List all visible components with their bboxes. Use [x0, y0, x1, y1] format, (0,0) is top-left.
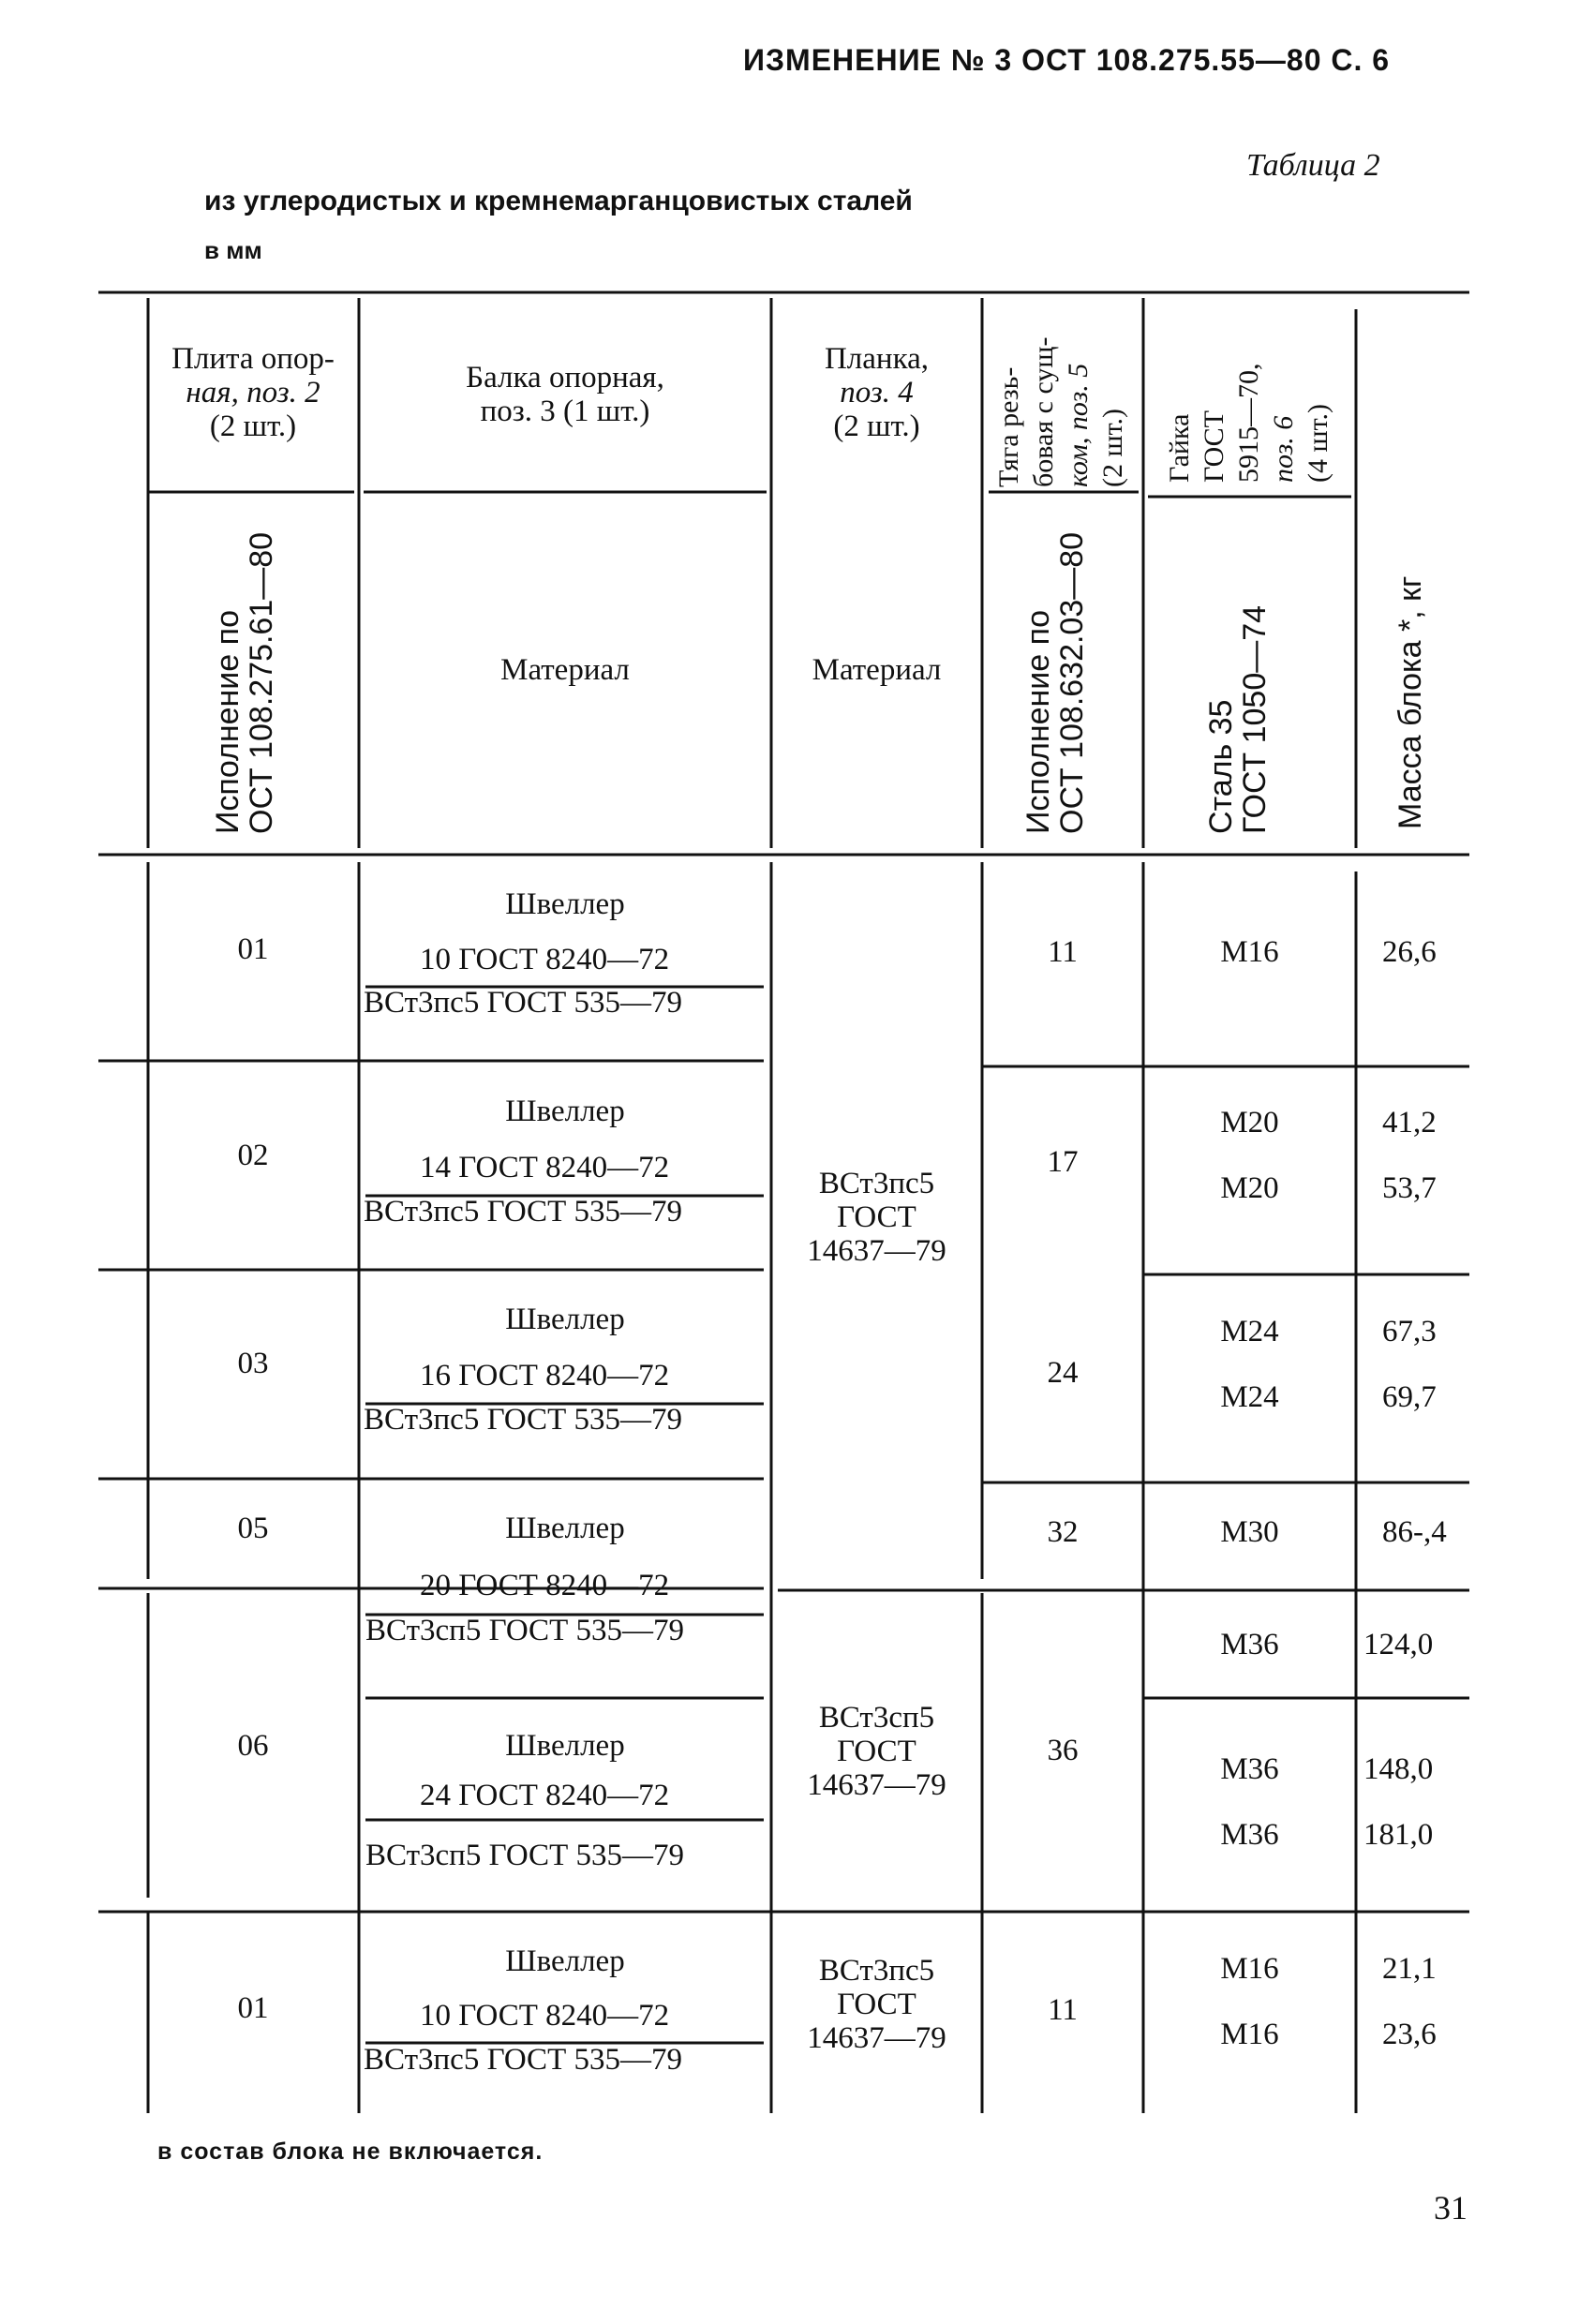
- beam-name: Швеллер: [505, 1512, 625, 1545]
- strip-cell: [773, 1701, 980, 1802]
- footnote: в состав блока не включается.: [157, 2138, 544, 2165]
- col-header-rod-line: Тяга резь-: [993, 366, 1024, 487]
- col-header-strip-line: поз. 4: [840, 376, 914, 410]
- strip-line: 14637—79: [807, 1234, 946, 1268]
- col-header-beam: [361, 361, 769, 428]
- nut-cell: М36: [1220, 1818, 1279, 1852]
- beam-top: 10 ГОСТ 8240—72: [420, 943, 670, 976]
- nut-cell: М20: [1220, 1106, 1279, 1140]
- col-header-rod-line: бовая с сущ-: [1028, 336, 1059, 487]
- col-header-nut-line: (4 шт.): [1303, 404, 1333, 483]
- beam-top: 20 ГОСТ 8240—72: [420, 1569, 670, 1602]
- strip-cell: [773, 1954, 980, 2055]
- col-header-strip: [773, 342, 980, 443]
- strip-line: 14637—79: [807, 2021, 946, 2055]
- beam-top: 14 ГОСТ 8240—72: [420, 1151, 670, 1184]
- subheader-plate: [211, 532, 278, 834]
- subheader-mass: Масса блока *, кг: [1393, 575, 1428, 829]
- mass-cell: 148,0: [1363, 1752, 1434, 1786]
- beam-name: Швеллер: [505, 1303, 625, 1336]
- rod-cell: 17: [1047, 1145, 1079, 1179]
- subheader-beam: Материал: [500, 653, 630, 687]
- page-number: 31: [1434, 2189, 1467, 2227]
- beam-bottom: ВСт3сп5 ГОСТ 535—79: [365, 1839, 684, 1872]
- nut-cell: М16: [1220, 935, 1279, 969]
- plate-cell: 01: [237, 932, 269, 966]
- mass-cell: 53,7: [1382, 1171, 1437, 1205]
- mass-cell: 181,0: [1363, 1818, 1434, 1852]
- beam-name: Швеллер: [505, 1095, 625, 1128]
- nut-cell: М30: [1220, 1515, 1279, 1549]
- col-header-nut-line: ГОСТ: [1199, 410, 1229, 483]
- col-header-nut-line: Гайка: [1164, 413, 1195, 483]
- subheader-plate-line: ОСТ 108.275.61—80: [244, 531, 279, 834]
- strip-line: ГОСТ: [837, 1200, 916, 1234]
- col-header-rod-line: ком, поз. 5: [1063, 363, 1094, 487]
- col-header-plate: [150, 342, 356, 443]
- plate-cell: 01: [237, 1991, 269, 2025]
- beam-top: 10 ГОСТ 8240—72: [420, 1999, 670, 2033]
- nut-cell: М16: [1220, 2018, 1279, 2051]
- col-header-beam-line: Балка опорная,: [466, 361, 664, 395]
- rod-cell: 32: [1047, 1515, 1079, 1549]
- mass-cell: 124,0: [1363, 1628, 1434, 1661]
- beam-bottom: ВСт3пс5 ГОСТ 535—79: [364, 1195, 682, 1229]
- beam-bottom: ВСт3пс5 ГОСТ 535—79: [364, 2043, 682, 2077]
- beam-bottom: ВСт3сп5 ГОСТ 535—79: [365, 1614, 684, 1647]
- mass-cell: 67,3: [1382, 1315, 1437, 1348]
- beam-top: 24 ГОСТ 8240—72: [420, 1779, 670, 1812]
- rod-cell: 24: [1047, 1356, 1079, 1390]
- plate-cell: 05: [237, 1512, 269, 1545]
- strip-cell: [773, 1167, 980, 1268]
- plate-cell: 06: [237, 1729, 269, 1763]
- plate-cell: 03: [237, 1347, 269, 1380]
- col-header-strip-line: (2 шт.): [833, 410, 920, 443]
- nut-cell: М24: [1220, 1380, 1279, 1414]
- beam-bottom: ВСт3пс5 ГОСТ 535—79: [364, 986, 682, 1020]
- document-header: ИЗМЕНЕНИЕ № 3 ОСТ 108.275.55—80 С. 6: [743, 43, 1391, 77]
- subheader-strip: Материал: [812, 653, 942, 687]
- nut-cell: М36: [1220, 1628, 1279, 1661]
- subheader-rod-line: Исполнение по: [1020, 610, 1056, 834]
- col-header-beam-line: поз. 3 (1 шт.): [480, 395, 650, 428]
- beam-top: 16 ГОСТ 8240—72: [420, 1359, 670, 1393]
- col-header-plate-line: Плита опор-: [171, 342, 335, 376]
- units-note: в мм: [204, 236, 262, 264]
- col-header-plate-line: (2 шт.): [209, 410, 297, 443]
- strip-line: ВСт3пс5: [818, 1954, 935, 1988]
- strip-line: ГОСТ: [837, 1988, 916, 2021]
- beam-name: Швеллер: [505, 887, 625, 921]
- nut-cell: М16: [1220, 1952, 1279, 1986]
- strip-line: 14637—79: [807, 1768, 946, 1802]
- mass-cell: 41,2: [1382, 1106, 1437, 1140]
- mass-cell: 26,6: [1382, 935, 1437, 969]
- subheader-nut-line: Сталь 35: [1203, 699, 1239, 834]
- subheader-rod-line: ОСТ 108.632.03—80: [1054, 531, 1090, 834]
- strip-line: ВСт3пс5: [818, 1167, 935, 1200]
- col-header-nut-line: 5915—70,: [1233, 363, 1264, 483]
- rod-cell: 36: [1047, 1734, 1079, 1767]
- beam-name: Швеллер: [505, 1729, 625, 1763]
- rod-cell: 11: [1048, 935, 1078, 969]
- mass-cell: 69,7: [1382, 1380, 1437, 1414]
- beam-bottom: ВСт3пс5 ГОСТ 535—79: [364, 1403, 682, 1437]
- col-header-strip-line: Планка,: [824, 342, 930, 376]
- col-header-rod: [991, 337, 1130, 487]
- nut-cell: М24: [1220, 1315, 1279, 1348]
- mass-cell: 23,6: [1382, 2018, 1437, 2051]
- strip-line: ВСт3сп5: [818, 1701, 935, 1735]
- nut-cell: М20: [1220, 1171, 1279, 1205]
- col-header-nut: [1162, 364, 1335, 484]
- table-label: Таблица 2: [1246, 148, 1380, 183]
- subheader-plate-line: Исполнение по: [210, 610, 246, 834]
- plate-cell: 02: [237, 1139, 269, 1172]
- table-subtitle: из углеродистых и кремнемарганцовистых сталей: [204, 186, 913, 216]
- col-header-plate-line: ная, поз. 2: [186, 376, 320, 410]
- nut-cell: М36: [1220, 1752, 1279, 1786]
- subheader-nut-line: ГОСТ 1050—74: [1237, 604, 1273, 834]
- beam-name: Швеллер: [505, 1944, 625, 1978]
- col-header-rod-line: (2 шт.): [1097, 409, 1128, 487]
- mass-cell: 21,1: [1382, 1952, 1437, 1986]
- rod-cell: 11: [1048, 1993, 1078, 2027]
- subheader-nut: [1204, 605, 1272, 834]
- strip-line: ГОСТ: [837, 1735, 916, 1768]
- mass-cell: 86-,4: [1382, 1515, 1447, 1549]
- subheader-rod: [1021, 532, 1089, 834]
- col-header-nut-line: поз. 6: [1268, 415, 1299, 483]
